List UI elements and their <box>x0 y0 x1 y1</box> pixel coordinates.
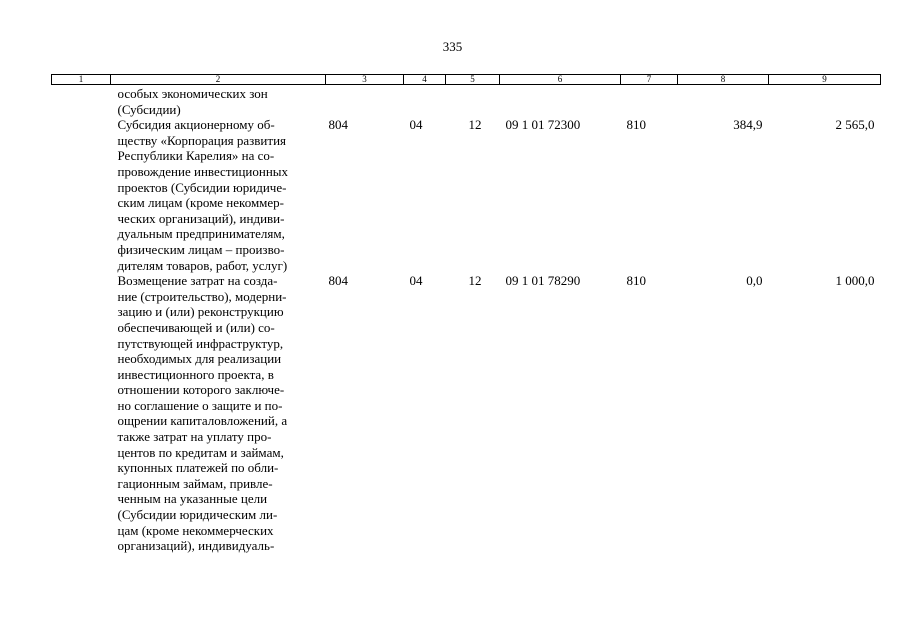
table-row <box>52 85 881 118</box>
expense-type-cell <box>621 85 678 118</box>
row-name-cell: особых экономических зон (Субсидии) <box>117 86 268 117</box>
section-code-cell <box>404 85 446 118</box>
amount-col9-cell: 1 000,0 <box>835 273 875 289</box>
ministry-code-cell <box>326 85 404 118</box>
column-header-1: 1 <box>52 75 111 85</box>
subsection-code-cell <box>446 85 500 118</box>
row-number-cell <box>52 85 111 118</box>
page-number: 335 <box>442 39 463 54</box>
row-number-cell <box>52 273 111 554</box>
amount-col9-cell: 2 565,0 <box>835 117 875 133</box>
column-header-2: 2 <box>111 75 326 85</box>
subsection-code-cell: 12 <box>468 273 482 289</box>
amount-col8-cell: 0,0 <box>746 273 763 289</box>
ministry-code-cell: 804 <box>328 273 348 289</box>
column-header-6: 6 <box>500 75 621 85</box>
amount-col8-cell <box>678 85 769 118</box>
section-code-cell: 04 <box>409 117 423 133</box>
column-header-3: 3 <box>326 75 404 85</box>
budget-table <box>51 74 881 554</box>
ministry-code-cell: 804 <box>328 117 348 133</box>
row-name-cell: Возмещение затрат на созда- ние (строительство), модерни- зацию и (или) реконструкцию обеспечивающей и (или) со- путствующей инфраструктур, необходимых для реализации инвестиционного проекта, в отношении которого заключе- но соглашение о защите и по- ощрении капиталовложений, а также затрат на уплату про- центов по кредитам и займам, купонных платежей по обли- гационным займам, привле- ченным на указанные цели (Субсидии юридическим ли- цам (кроме некоммерческих организаций), индивидуаль- <box>117 273 288 554</box>
expense-type-cell: 810 <box>626 273 646 289</box>
table-row <box>52 273 881 554</box>
table-row <box>52 117 881 273</box>
section-code-cell: 04 <box>409 273 423 289</box>
expense-type-cell: 810 <box>626 117 646 133</box>
column-header-4: 4 <box>404 75 446 85</box>
column-header-8: 8 <box>678 75 769 85</box>
amount-col8-cell: 384,9 <box>733 117 763 133</box>
row-name-cell: Субсидия акционерному об- ществу «Корпорация развития Республики Карелия» на со- провождение инвестиционных проектов (Субсидии юридиче- ским лицам (кроме некоммер- ческих организаций), индиви- дуальным предпринимателям, физическим лицам – произво- дителям товаров, работ, услуг) <box>117 117 289 273</box>
target-article-cell <box>500 85 621 118</box>
amount-col9-cell <box>769 85 881 118</box>
column-number-row <box>52 75 881 85</box>
target-article-cell: 09 1 01 72300 <box>505 117 581 133</box>
column-header-7: 7 <box>621 75 678 85</box>
subsection-code-cell: 12 <box>468 117 482 133</box>
column-header-5: 5 <box>446 75 500 85</box>
target-article-cell: 09 1 01 78290 <box>505 273 581 289</box>
row-number-cell <box>52 117 111 273</box>
column-header-9: 9 <box>769 75 881 85</box>
